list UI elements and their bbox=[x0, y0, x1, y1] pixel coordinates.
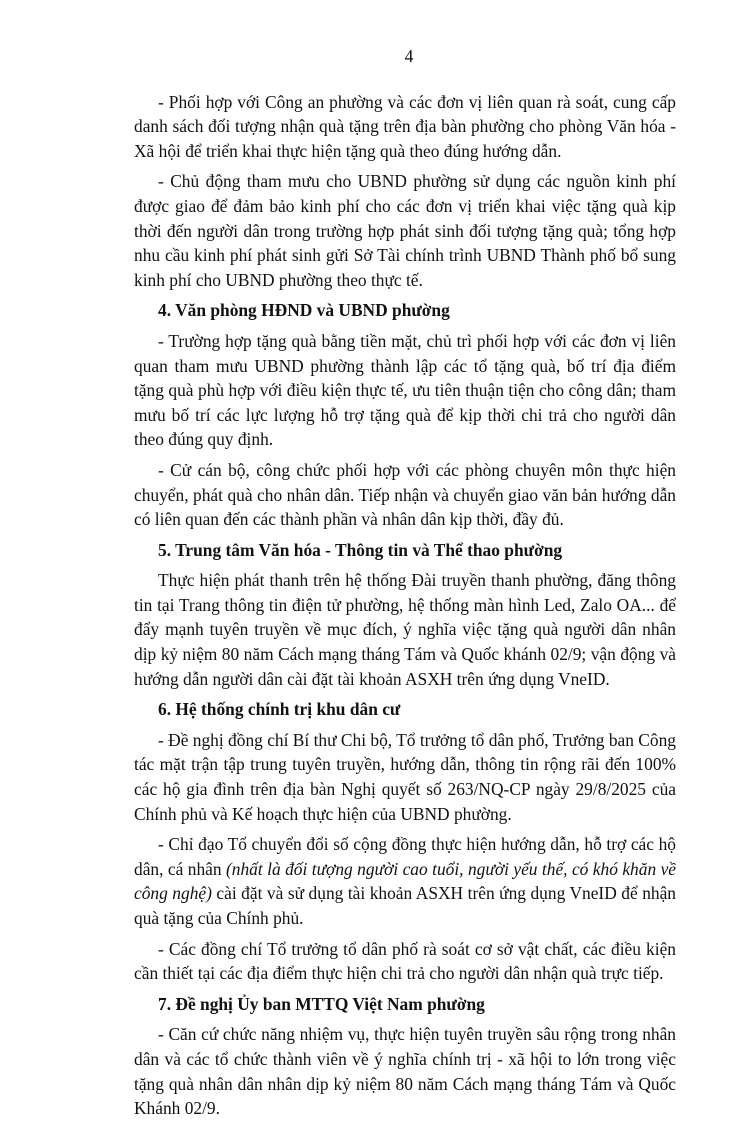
page-number: 4 bbox=[404, 46, 414, 66]
heading-section-7: 7. Đề nghị Ủy ban MTTQ Việt Nam phường bbox=[158, 993, 485, 1014]
paragraph-facility-review: - Các đồng chí Tổ trưởng tổ dân phố rà soát cơ sở vật chất, các điều kiện cần thiết tại các địa điểm thực hiện chi trả cho người dân nhận quà trực tiếp. bbox=[134, 938, 676, 984]
paragraph-coordinate-police: - Phối hợp với Công an phường và các đơn vị liên quan rà soát, cung cấp danh sách đối tượng nhận quà tặng trên địa bàn phường cho phòng Văn hóa - Xã hội để triển khai thực hiện tặng quà theo đúng hướng dẫn. bbox=[134, 91, 676, 161]
heading-section-5: 5. Trung tâm Văn hóa - Thông tin và Thể thao phường bbox=[158, 539, 563, 560]
paragraph-party-secretary: - Đề nghị đồng chí Bí thư Chi bộ, Tổ trưởng tổ dân phố, Trưởng ban Công tác mặt trận tập trung tuyên truyền, hướng dẫn, thông tin rộng rãi đến 100% các hộ gia đình trên địa bàn Nghị quyết số 263/NQ-CP ngày 29/8/2025 của Chính phủ và Kế hoạch thực hiện của UBND phường. bbox=[134, 729, 676, 824]
paragraph-assign-staff: - Cử cán bộ, công chức phối hợp với các phòng chuyên môn thực hiện chuyển, phát quà cho nhân dân. Tiếp nhận và chuyển giao văn bản hướng dẫn có liên quan đến các thành phần và nhân dân kịp thời, đầy đủ. bbox=[134, 459, 676, 530]
italic-note: (nhất là đối tượng người cao tuổi, người yếu thế, có khó khăn về công nghệ) bbox=[134, 858, 677, 904]
text-before-italic: - Chỉ đạo Tổ chuyển đổi số cộng đồng thực hiện hướng dẫn, hỗ trợ các hộ dân, cá nhân bbox=[134, 834, 676, 879]
heading-section-4: 4. Văn phòng HĐND và UBND phường bbox=[158, 300, 450, 321]
paragraph-funding-advice: - Chủ động tham mưu cho UBND phường sử dụng các nguồn kinh phí được giao để đảm bảo kinh phí cho các đơn vị triển khai việc tặng quà kịp thời đến người dân trong trường hợp phát sinh đối tượng tặng quà; tổng hợp nhu cầu kinh phí phát sinh gửi Sở Tài chính trình UBND Thành phố bổ sung kinh phí cho UBND phường theo thực tế. bbox=[134, 171, 676, 290]
heading-section-6: 6. Hệ thống chính trị khu dân cư bbox=[158, 699, 401, 720]
text-after-italic: cài đặt và sử dụng tài khoản ASXH trên ứng dụng VneID để nhận quà tặng của Chính phủ. bbox=[134, 883, 676, 928]
paragraph-digital-transformation bbox=[134, 832, 676, 930]
paragraph-broadcast: Thực hiện phát thanh trên hệ thống Đài truyền thanh phường, đăng thông tin tại Trang thông tin điện tử phường, hệ thống màn hình Led, Zalo OA... để đẩy mạnh tuyên truyền về mục đích, ý nghĩa việc tặng quà người dân nhân dịp kỷ niệm 80 năm Cách mạng tháng Tám và Quốc khánh 02/9; vận động và hướng dẫn người dân cài đặt tài khoản ASXH trên ứng dụng VneID. bbox=[134, 570, 676, 689]
paragraph-propaganda: - Căn cứ chức năng nhiệm vụ, thực hiện tuyên truyền sâu rộng trong nhân dân và các tổ chức thành viên về ý nghĩa chính trị - xã hội to lớn trong việc tặng quà nhân dân nhân dịp kỷ niệm 80 năm Cách mạng tháng Tám và Quốc Khánh 02/9. bbox=[134, 1024, 676, 1119]
paragraph-cash-gifts: - Trường hợp tặng quà bằng tiền mặt, chủ trì phối hợp với các đơn vị liên quan tham mưu UBND phường thành lập các tổ tặng quà, bố trí địa điểm tặng quà phù hợp với điều kiện thực tế, ưu tiên thuận tiện cho công dân; tham mưu bố trí các lực lượng hỗ trợ tặng quà để kịp thời chi trả cho người dân theo đúng quy định. bbox=[134, 330, 676, 450]
